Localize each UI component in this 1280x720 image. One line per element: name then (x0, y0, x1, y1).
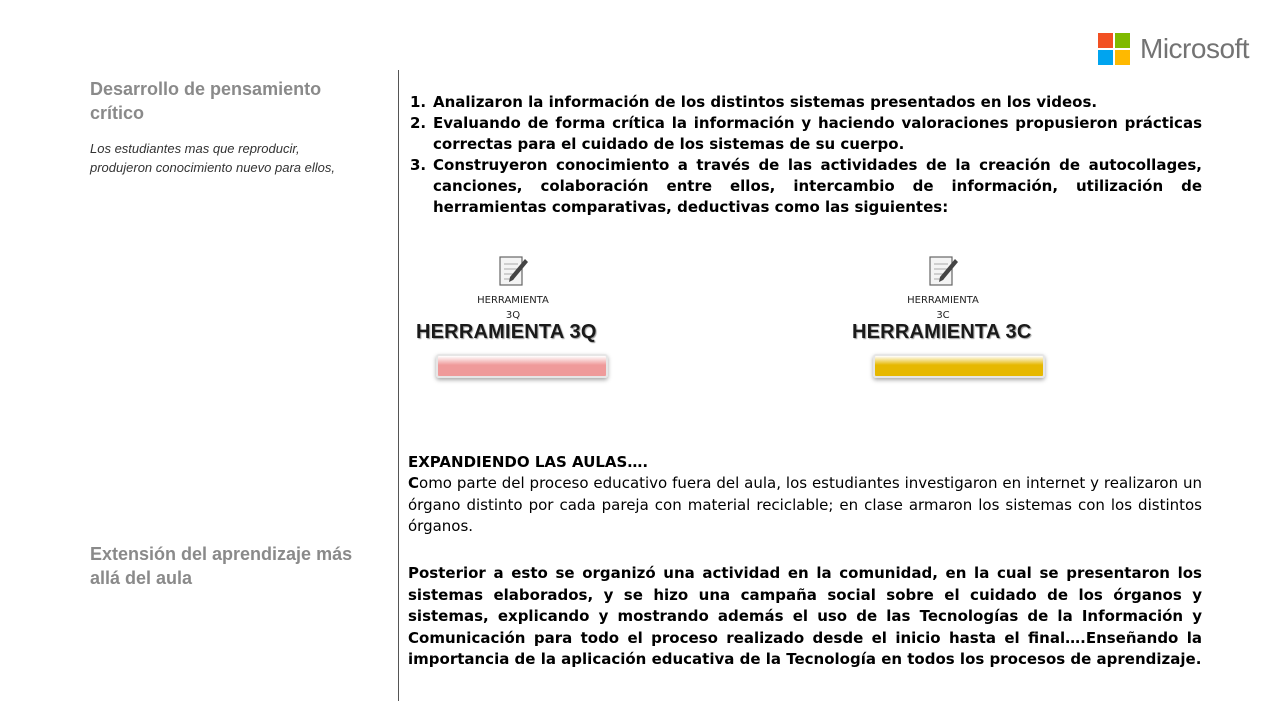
tool-3q-button[interactable] (436, 354, 608, 378)
section-learning-extension (90, 542, 370, 590)
section-title-learning-extension: Extensión del aprendizaje más allá del aula (90, 544, 353, 588)
list-item: 2. Evaluando de forma crítica la información y haciendo valoraciones propusieron prácticas correctas para el cuidado de los sistemas de su cuerpo. (410, 114, 1202, 153)
vertical-divider (398, 70, 399, 701)
list-item: 3. Construyeron conocimiento a través de las actividades de la creación de autocollages, canciones, colaboración entre ellos, intercambio de información, utilización de herramientas comparativas, deductivas como las siguientes: (410, 156, 1202, 216)
tool-3c-file-link[interactable]: HERRAMIENTA 3C (893, 254, 993, 322)
microsoft-logo (1098, 32, 1249, 66)
list-item: 1. Analizaron la información de los distintos sistemas presentados en los videos. (410, 93, 1098, 111)
notepad-pencil-icon (926, 254, 960, 288)
microsoft-wordmark: Microsoft (1140, 33, 1250, 64)
microsoft-logo-grid-icon (1098, 33, 1130, 65)
expand-body: Como parte del proceso educativo fuera del aula, los estudiantes investigaron en internet y realizaron un órgano distinto por cada pareja con material reciclable; en clase armaron los sistemas con los distintos órganos. (408, 474, 1202, 535)
tool-3q-heading: HERRAMIENTA 3Q (416, 321, 597, 343)
notepad-pencil-icon (496, 254, 530, 288)
section-critical-thinking (90, 77, 370, 177)
posterior-paragraph: Posterior a esto se organizó una actividad en la comunidad, en la cual se presentaron los sistemas elaborados, y se hizo una campaña social sobre el cuidado de los órganos y sistemas, explicando y mostrando además el uso de las Tecnologías de la Información y Comunicación para todo el proceso realizado desde el inicio hasta el final….Enseñando la importancia de la aplicación educativa de la Tecnología en todos los procesos de aprendizaje. (408, 564, 1202, 668)
tool-3c-heading: HERRAMIENTA 3C (852, 321, 1032, 343)
activities-list (408, 92, 1202, 218)
section-title-critical-thinking: Desarrollo de pensamiento crítico (90, 79, 322, 123)
expand-heading: EXPANDIENDO LAS AULAS…. (408, 453, 649, 471)
tool-3c-button[interactable] (873, 354, 1045, 378)
section-description-critical-thinking: Los estudiantes mas que reproducir, produjeron conocimiento nuevo para ellos, (90, 141, 335, 175)
tool-3q-file-link[interactable]: HERRAMIENTA 3Q (463, 254, 563, 322)
